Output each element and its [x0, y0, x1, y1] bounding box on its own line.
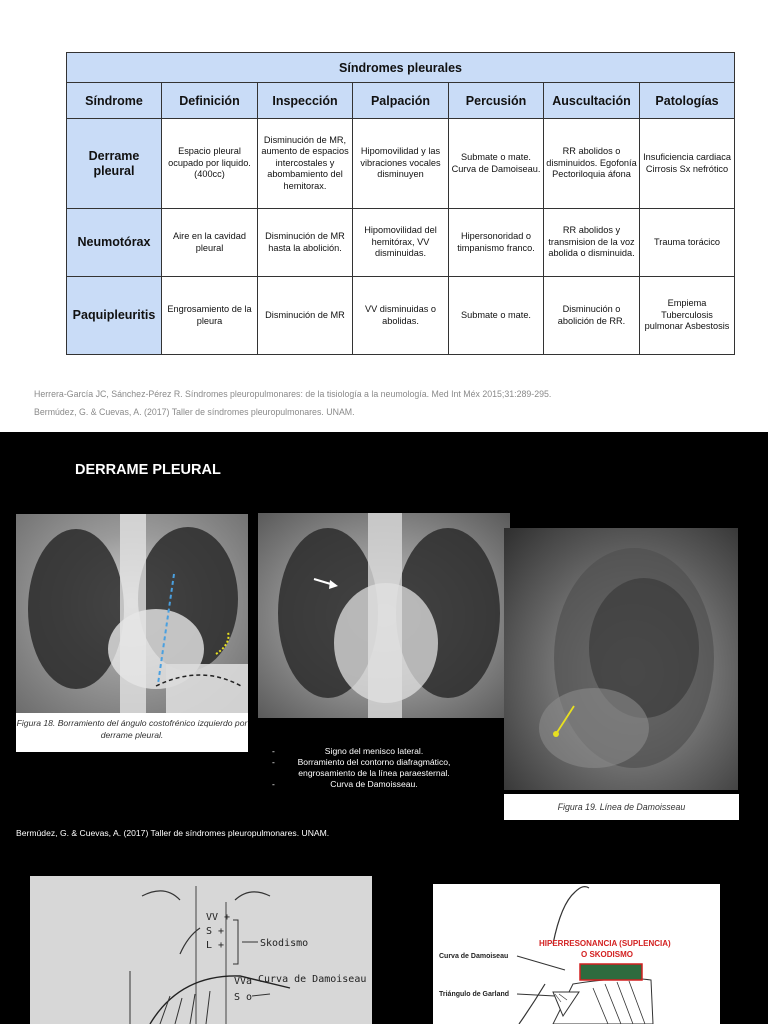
figure18-caption: Figura 18. Borramiento del ángulo costofrénico izquierdo por derrame pleural.: [16, 713, 248, 752]
list-item: [272, 746, 468, 757]
list-marker: -: [272, 779, 275, 789]
row-name-paquipleuritis: Paquipleuritis: [67, 277, 162, 355]
header-definicion: Definición: [162, 83, 258, 119]
table-cell: Disminución de MR, aumento de espacios intercostales y abombamiento del hemitorax.: [258, 119, 353, 209]
sketch-label-vv: VV +: [206, 912, 231, 923]
chest-xray-pa-meniscus: [258, 513, 510, 718]
table-cell: Trauma torácico: [640, 209, 735, 277]
schematic-label-hiper: HIPERRESONANCIA (SUPLENCIA): [539, 939, 671, 948]
syndromes-table-container: [66, 52, 734, 355]
row-name-neumotorax: Neumotórax: [67, 209, 162, 277]
table-cell: Hipersonoridad o timpanismo franco.: [449, 209, 544, 277]
header-sindrome: Síndrome: [67, 83, 162, 119]
table-cell: Espacio pleural ocupado por liquido. (400cc): [162, 119, 258, 209]
figure19-caption: Figura 19. Línea de Damoisseau: [504, 794, 739, 820]
skodismo-schematic: [433, 884, 720, 1024]
table-cell: Engrosamiento de la pleura: [162, 277, 258, 355]
table-cell: Aire en la cavidad pleural: [162, 209, 258, 277]
table-cell: VV disminuidas o abolidas.: [353, 277, 449, 355]
header-inspeccion: Inspección: [258, 83, 353, 119]
table-cell: Insuficiencia cardiaca Cirrosis Sx nefrótico: [640, 119, 735, 209]
header-patologias: Patologías: [640, 83, 735, 119]
header-auscultacion: Auscultación: [544, 83, 640, 119]
sign-text: Signo del menisco lateral.: [324, 746, 424, 756]
sketch-label-vva: VVa: [234, 976, 253, 987]
sign-text: Curva de Damoisseau.: [330, 779, 418, 789]
sketch2-drawing: [433, 884, 720, 1024]
chest-xray-pa-figure18: [16, 514, 248, 713]
list-item: [272, 757, 468, 779]
syndromes-table: [66, 52, 735, 355]
sketch-label-s: S +: [206, 926, 225, 937]
handdrawn-thorax-sketch: [30, 876, 372, 1024]
table-cell: Disminución de MR: [258, 277, 353, 355]
list-item: [272, 779, 468, 790]
xray-meniscus-image: [258, 513, 510, 718]
sketch1-drawing: [30, 876, 372, 1024]
sketch-label-curva: Curva de Damoiseau: [258, 974, 367, 985]
table-row: [67, 209, 735, 277]
list-marker: -: [272, 757, 275, 767]
sign-text: Borramiento del contorno diafragmático, engrosamiento de la línea paraesternal.: [297, 757, 451, 778]
sketch-label-so: S o: [234, 992, 253, 1003]
table-cell: Submate o mate.: [449, 277, 544, 355]
xray-pa-image: [16, 514, 248, 713]
row-name-derrame: Derrame pleural: [67, 119, 162, 209]
header-percusion: Percusión: [449, 83, 544, 119]
chest-xray-lateral: [504, 528, 738, 790]
table-cell: Submate o mate. Curva de Damoiseau.: [449, 119, 544, 209]
table-cell: Disminución de MR hasta la abolición.: [258, 209, 353, 277]
header-palpacion: Palpación: [353, 83, 449, 119]
table-cell: Hipomovilidad del hemitórax, VV disminuidas.: [353, 209, 449, 277]
signs-list: [272, 746, 468, 790]
reference-bermudez: Bermúdez, G. & Cuevas, A. (2017) Taller de síndromes pleuropulmonares. UNAM.: [34, 407, 355, 417]
schematic-label-curva: Curva de Damoiseau: [439, 953, 509, 960]
table-row: [67, 119, 735, 209]
sketch-label-l: L +: [206, 940, 225, 951]
derrame-pleural-slide: [0, 432, 768, 1024]
table-cell: Hipomovilidad y las vibraciones vocales disminuyen: [353, 119, 449, 209]
table-cell: RR abolidos y transmision de la voz abolida o disminuida.: [544, 209, 640, 277]
table-cell: Disminución o abolición de RR.: [544, 277, 640, 355]
xray-lateral-image: [504, 528, 738, 790]
reference-herrera: Herrera-García JC, Sánchez-Pérez R. Síndromes pleuropulmonares: de la tisiología a la neumología. Med Int Méx 2015;31:289-295.: [34, 389, 552, 399]
list-marker: -: [272, 746, 275, 756]
slide-title: DERRAME PLEURAL: [75, 462, 221, 478]
table-cell: RR abolidos o disminuidos. Egofonía Pectoriloquia áfona: [544, 119, 640, 209]
reference-bermudez-dark: Bermúdez, G. & Cuevas, A. (2017) Taller de síndromes pleuropulmonares. UNAM.: [16, 828, 330, 838]
sketch-label-skodismo: Skodismo: [260, 938, 309, 949]
table-row: [67, 277, 735, 355]
table-title: Síndromes pleurales: [67, 53, 735, 83]
schematic-label-triangulo: Triángulo de Garland: [439, 991, 510, 998]
table-cell: Empiema Tuberculosis pulmonar Asbestosis: [640, 277, 735, 355]
schematic-label-skodismo: O SKODISMO: [581, 950, 634, 959]
